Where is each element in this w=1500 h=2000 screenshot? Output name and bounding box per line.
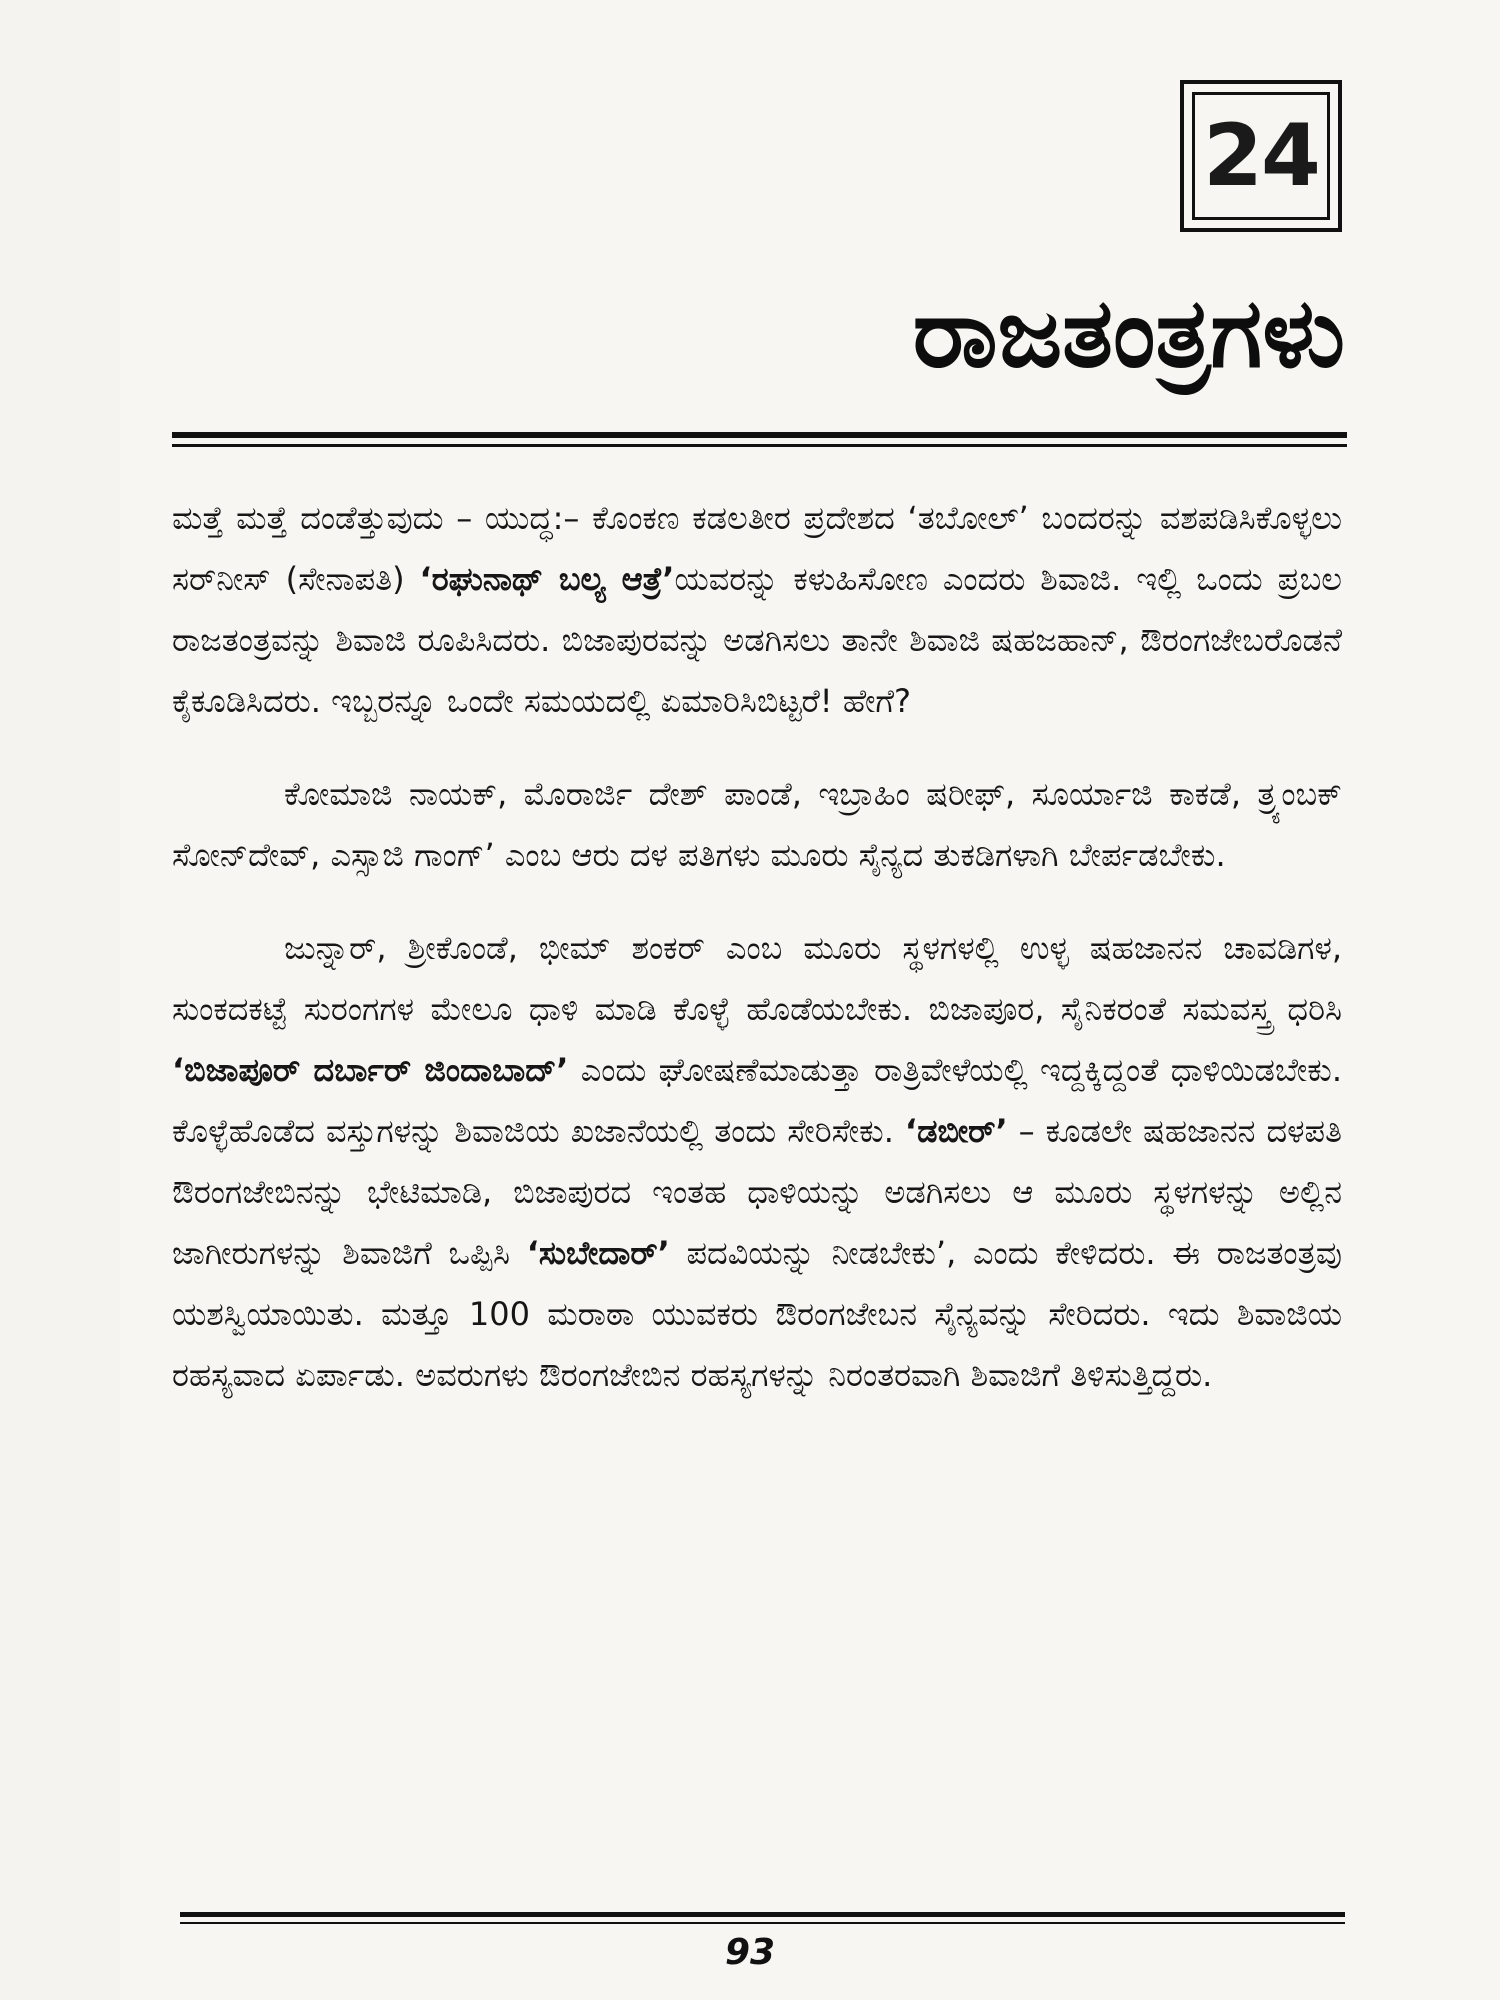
paragraph-segment: ಪದವಿಯನ್ನು ನೀಡಬೇಕು’, ಎಂದು ಕೇಳಿದರು. ಈ ರಾಜತಂತ್ರವು ಯಶಸ್ವಿಯಾಯಿತು. ಮತ್ತೂ 100 ಮರಾಠಾ ಯುವಕರು ಔರಂಗಜೇಬನ ಸೈನ್ಯವನ್ನು ಸೇರಿದರು. ಇದು ಶಿವಾಜಿಯ ರಹಸ್ಯವಾದ ಏರ್ಪಾಡು. ಅವರುಗಳು ಔರಂಗಜೇಬಿನ ರಹಸ್ಯಗಳನ್ನು ನಿರಂತರವಾಗಿ ಶಿವಾಜಿಗೆ ತಿಳಿಸುತ್ತಿದ್ದರು. xyxy=(172,1234,1342,1394)
chapter-number-box xyxy=(1180,80,1342,232)
footer-rule-thick xyxy=(180,1912,1345,1917)
paragraph-segment-bold: ‘ಡಬೀರ್’ xyxy=(904,1112,1008,1150)
paragraph-segment: ಕೋಮಾಜಿ ನಾಯಕ್, ಮೊರಾರ್ಜಿ ದೇಶ್ ಪಾಂಡೆ, ಇಬ್ರಾಹಿಂ ಷರೀಫ್, ಸೂರ್ಯಾಜಿ ಕಾಕಡೆ, ತ್ರ್ಯಂಬಕ್ ಸೋನ್‌ದೇವ್, ಎಸ್ಸಾಜಿ ಗಾಂಗ್’ ಎಂಬ ಆರು ದಳ ಪತಿಗಳು ಮೂರು ಸೈನ್ಯದ ತುಕಡಿಗಳಾಗಿ ಬೇರ್ಪಡಬೇಕು. xyxy=(172,775,1342,874)
paragraph-segment: – ಕೂಡಲೇ ಷಹಜಾನನ ದಳಪತಿ ಔರಂಗಜೇಬಿನನ್ನು ಭೇಟಿಮಾಡಿ, ಬಿಜಾಪುರದ ಇಂತಹ ಧಾಳಿಯನ್ನು ಅಡಗಿಸಲು ಆ ಮೂರು ಸ್ಥಳಗಳನ್ನು ಅಲ್ಲಿನ ಜಾಗೀರುಗಳನ್ನು ಶಿವಾಜಿಗೆ ಒಪ್ಪಿಸಿ xyxy=(172,1112,1342,1272)
paragraph-segment: ಯವರನ್ನು ಕಳುಹಿಸೋಣ ಎಂದರು ಶಿವಾಜಿ. ಇಲ್ಲಿ ಒಂದು ಪ್ರಬಲ ರಾಜತಂತ್ರವನ್ನು ಶಿವಾಜಿ ರೂಪಿಸಿದರು. ಬಿಜಾಪುರವನ್ನು ಅಡಗಿಸಲು ತಾನೇ ಶಿವಾಜಿ ಷಹಜಹಾನ್, ಔರಂಗಜೇಬರೊಡನೆ ಕೈಕೂಡಿಸಿದರು. ಇಬ್ಬರನ್ನೂ ಒಂದೇ ಸಮಯದಲ್ಲಿ ಏಮಾರಿಸಿಬಿಟ್ಟರೆ! ಹೇಗೆ? xyxy=(172,560,1342,720)
chapter-number: 24 xyxy=(1192,92,1330,220)
paragraph-3 xyxy=(172,918,1342,1406)
header-rule-thin xyxy=(172,444,1347,447)
paragraph-1 xyxy=(172,488,1342,732)
paragraph-segment-bold: ‘ರಘುನಾಥ್ ಬಲ್ಯ ಆತ್ರೆ’ xyxy=(419,560,675,598)
footer-rule-thin xyxy=(180,1922,1345,1924)
page-number: 93 xyxy=(724,1932,776,1973)
paragraph-segment-bold: ‘ಸುಬೇದಾರ್’ xyxy=(526,1234,670,1272)
paragraph-2 xyxy=(172,764,1342,886)
paragraph-segment: ಕೊಂಕಣ ಕಡಲತೀರ ಪ್ರದೇಶದ ‘ತಬೋಲ್’ ಬಂದರನ್ನು ವಶಪಡಿಸಿಕೊಳ್ಳಲು ಸರ್‌ನೀಸ್ (ಸೇನಾಪತಿ) xyxy=(172,499,1342,598)
paragraph-segment: ಮತ್ತೆ ಮತ್ತೆ ದಂಡೆತ್ತುವುದು – ಯುದ್ಧ:– xyxy=(172,499,593,537)
body-text xyxy=(172,488,1342,1438)
chapter-title: ರಾಜತಂತ್ರಗಳು xyxy=(912,277,1345,389)
paragraph-segment-bold: ‘ಬಿಜಾಪೂರ್ ದರ್ಬಾರ್ ಜಿಂದಾಬಾದ್’ xyxy=(172,1051,569,1089)
paragraph-segment: ಎಂದು ಘೋಷಣೆಮಾಡುತ್ತಾ ರಾತ್ರಿವೇಳೆಯಲ್ಲಿ ಇದ್ದಕ್ಕಿದ್ದಂತೆ ಧಾಳಿಯಿಡಬೇಕು. ಕೊಳ್ಳೆಹೊಡೆದ ವಸ್ತುಗಳನ್ನು ಶಿವಾಜಿಯ ಖಜಾನೆಯಲ್ಲಿ ತಂದು ಸೇರಿಸೇಕು. xyxy=(172,1051,1342,1150)
header-rule-thick xyxy=(172,432,1347,438)
paragraph-segment: ಜುನ್ನಾರ್, ಶ್ರೀಕೊಂಡೆ, ಭೀಮ್ ಶಂಕರ್ ಎಂಬ ಮೂರು ಸ್ಥಳಗಳಲ್ಲಿ ಉಳ್ಳ ಷಹಜಾನನ ಚಾವಡಿಗಳ, ಸುಂಕದಕಟ್ಟೆ ಸುರಂಗಗಳ ಮೇಲೂ ಧಾಳಿ ಮಾಡಿ ಕೊಳ್ಳೆ ಹೊಡೆಯಬೇಕು. ಬಿಜಾಪೂರ, ಸೈನಿಕರಂತೆ ಸಮವಸ್ತ್ರ ಧರಿಸಿ xyxy=(172,929,1342,1028)
